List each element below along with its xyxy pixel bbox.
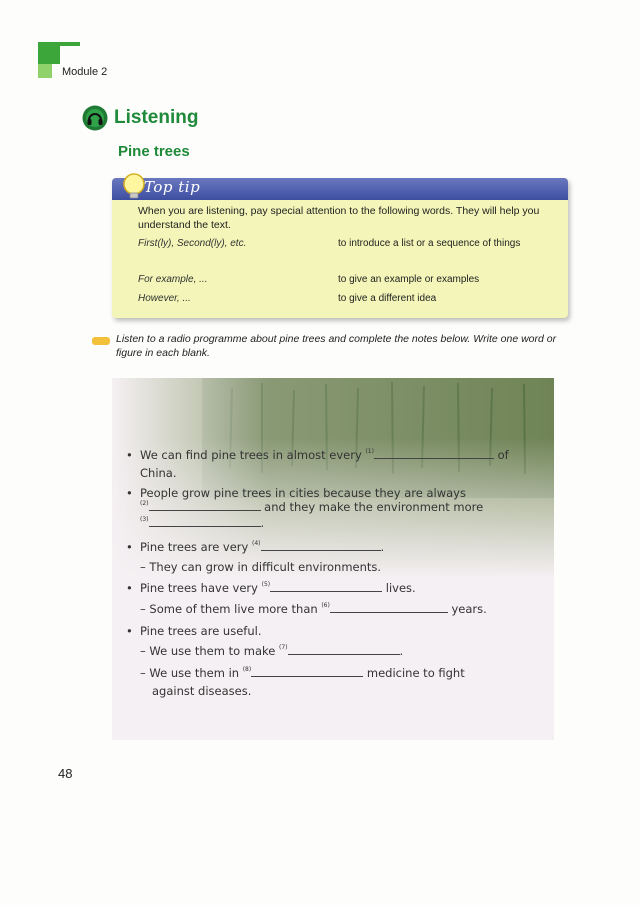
top-tip-box [112, 178, 568, 318]
tip-term: For example, ... [138, 274, 208, 285]
tip-term: However, ... [138, 293, 191, 304]
blank-number: (2) [140, 500, 149, 508]
note-sub-item: – They can grow in difficult environments. [140, 560, 382, 574]
blank-number: (6) [321, 602, 330, 610]
note-item: • Pine trees are very $^{(4)}$ . [126, 540, 385, 554]
note-item: • People grow pine trees in cities because they are always [126, 486, 466, 500]
top-tip-intro: When you are listening, pay special attention to the following words. They will help you understand the text. [138, 205, 540, 231]
note-item: • We can find pine trees in almost every $^{(1)}$ of [126, 448, 509, 462]
blank-number: (8) [242, 666, 252, 674]
answer-blank-6[interactable] [330, 611, 448, 613]
top-tip-label: Top tip [144, 178, 201, 196]
blank-number: (4) [252, 540, 261, 548]
answer-blank-5[interactable] [270, 590, 382, 592]
note-sub-item: – Some of them live more than $^{(6)}$ years. [140, 602, 487, 616]
notes-panel [112, 378, 554, 740]
note-sub-item: – We use them in $^{(8)}$ medicine to fight [140, 666, 465, 680]
tip-term: First(ly), Second(ly), etc. [138, 238, 247, 249]
answer-blank-2[interactable] [149, 509, 261, 511]
headphones-icon [82, 105, 108, 131]
note-continuation: $^{(3)}$ . [140, 516, 265, 530]
note-continuation: China. [140, 466, 177, 480]
section-title: Listening [114, 107, 199, 128]
page-number: 48 [58, 766, 73, 781]
subsection-title: Pine trees [118, 143, 190, 160]
blank-number: (3) [140, 516, 149, 524]
tip-definition: to give a different idea [338, 293, 437, 304]
note-item: • Pine trees have very $^{(5)}$ lives. [126, 581, 416, 595]
blank-number: (1) [365, 448, 374, 456]
instruction-marker [92, 337, 110, 345]
answer-blank-4[interactable] [261, 549, 381, 551]
note-sub-item: – We use them to make $^{(7)}$ . [140, 644, 404, 658]
tip-definition: to introduce a list or a sequence of things [338, 238, 521, 249]
note-continuation: $^{(2)}$ and they make the environment more [140, 500, 484, 514]
answer-blank-8[interactable] [251, 675, 363, 677]
note-item: • Pine trees are useful. [126, 624, 262, 638]
answer-blank-7[interactable] [288, 653, 400, 655]
tip-definition: to give an example or examples [338, 274, 480, 285]
answer-blank-3[interactable] [149, 525, 261, 527]
blank-number: (5) [261, 581, 271, 589]
note-continuation: against diseases. [152, 684, 252, 698]
module-label: Module 2 [62, 66, 108, 78]
answer-blank-1[interactable] [374, 457, 494, 459]
listening-instruction: Listen to a radio programme about pine trees and complete the notes below. Write one word or figure in each blank. [116, 333, 557, 359]
blank-number: (7) [279, 644, 288, 652]
